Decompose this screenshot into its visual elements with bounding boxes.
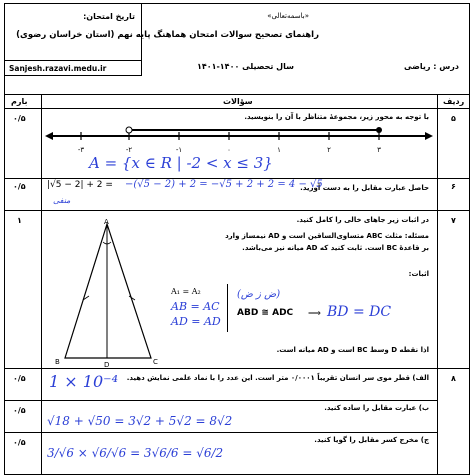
- vertex-c-label: C: [153, 358, 158, 366]
- row7-final-line: اذا نقطه D وسط BC است و AD میانه است.: [276, 346, 429, 354]
- lesson-label-text: درس :: [433, 62, 459, 71]
- website-label: Sanjesh.razavi.medu.ir: [9, 64, 107, 73]
- table-header-line: [5, 108, 470, 109]
- row5-number: ۵: [451, 114, 456, 123]
- row6-answer: −(√5 − 2) + 2 = −√5 + 2 + 2 = 4 − √5: [125, 179, 323, 190]
- implies-arrow: ⟹: [308, 309, 321, 319]
- header-info-box: [5, 4, 142, 76]
- row8-answer-b: √18 + √50 = 3√2 + 5√2 = 8√2: [47, 414, 233, 428]
- row8-answer-a: 1 × 10⁻⁴: [49, 372, 118, 391]
- row7-problem: مسئله: مثلث ABC متساوی‌الساقین است و AD نیمساز وارد بر قاعدهٔ BC است. ثابت کنید که AD میانه نیز می‌باشد.: [225, 232, 429, 252]
- tick-label: ۰: [227, 146, 231, 154]
- row8-score: ۰/۵: [13, 374, 26, 383]
- tick-label: -۳: [77, 146, 85, 154]
- row6-score: ۰/۵: [13, 182, 26, 191]
- tick-label: ۲: [327, 146, 331, 154]
- row8-part-c: ج) مخرج کسر مقابل را گویا کنید.: [314, 436, 429, 444]
- isosceles-triangle: [47, 218, 167, 368]
- row7-number: ۷: [451, 216, 456, 225]
- row8-part-divider: [5, 400, 437, 401]
- row7-bottom-line: [5, 368, 470, 369]
- row-header: ردیف: [443, 97, 465, 106]
- tick-label: ۳: [377, 146, 381, 154]
- row5-answer: A = {x ∈ R | -2 < x ≤ 3}: [89, 154, 273, 172]
- answer-sheet: [4, 3, 470, 475]
- row6-bottom-line: [5, 210, 470, 211]
- tick-label: -۱: [175, 146, 183, 154]
- row5-question: با توجه به محور زیر، مجموعهٔ متناظر با آن را بنویسید.: [244, 113, 429, 121]
- number-line: [45, 124, 433, 158]
- lesson-label: [404, 62, 459, 71]
- row6-expression: |√5 − 2| + 2 =: [47, 180, 113, 190]
- row8-part-divider-2: [5, 432, 437, 433]
- page-title: راهنمای تصحیح سوالات امتحان هماهنگ پایه نهم (استان خراسان رضوی): [16, 30, 319, 40]
- row-column-divider: [437, 94, 438, 475]
- given-side-ad: AD = AD: [171, 315, 221, 328]
- row8-answer-c: 3/√6 × √6/√6 = 3√6/6 = √6/2: [47, 446, 224, 460]
- vertex-a-label: A: [104, 218, 109, 226]
- exam-date-label: تاریخ امتحان:: [83, 12, 135, 21]
- row8b-score: ۰/۵: [13, 406, 26, 415]
- row7-intro: در اثبات زیر جاهای خالی را کامل کنید.: [296, 216, 429, 224]
- brace-line: [227, 284, 228, 332]
- vertex-d-label: D: [104, 361, 110, 368]
- row8-part-b: ب) عبارت مقابل را ساده کنید.: [324, 404, 429, 412]
- row7-congruence: ABD ≅ ADC: [237, 308, 294, 318]
- vertex-b-label: B: [55, 358, 60, 366]
- questions-header: سؤالات: [223, 97, 253, 106]
- row6-annotation: منفی: [53, 196, 71, 205]
- row8-number: ۸: [451, 374, 456, 383]
- lesson-value: ریاضی: [404, 62, 431, 71]
- year-label: سال تحصیلی ۱۴۰۰-۱۴۰۱: [196, 62, 294, 71]
- tick-label: -۲: [125, 146, 133, 154]
- row7-score: ۱: [17, 216, 22, 225]
- row6-number: ۶: [451, 182, 456, 191]
- row8c-score: ۰/۵: [13, 438, 26, 447]
- tick-label: ۱: [277, 146, 281, 154]
- given-side-ab: AB = AC: [171, 300, 220, 313]
- table-top-line: [5, 94, 470, 95]
- row5-score: ۰/۵: [13, 114, 26, 123]
- header-divider: [5, 60, 142, 61]
- score-column-divider: [41, 94, 42, 475]
- score-header: بارم: [11, 97, 28, 106]
- bismillah: «باسمه‌تعالی»: [267, 12, 309, 20]
- row7-method: (ض ز ض): [237, 289, 281, 300]
- row7-conclusion-answer: BD = DC: [327, 304, 392, 320]
- given-angle: A₁ = A₂: [171, 287, 201, 296]
- row7-proof-label: اثبات:: [408, 270, 429, 278]
- row7-givens: [171, 284, 221, 329]
- row6-question: حاصل عبارت مقابل را به دست آورید.: [300, 184, 429, 192]
- row8-part-a: الف) قطر موی سر انسان تقریباً ۰/۰۰۰۱ متر است. این عدد را با نماد علمی نمایش دهید.: [126, 374, 429, 382]
